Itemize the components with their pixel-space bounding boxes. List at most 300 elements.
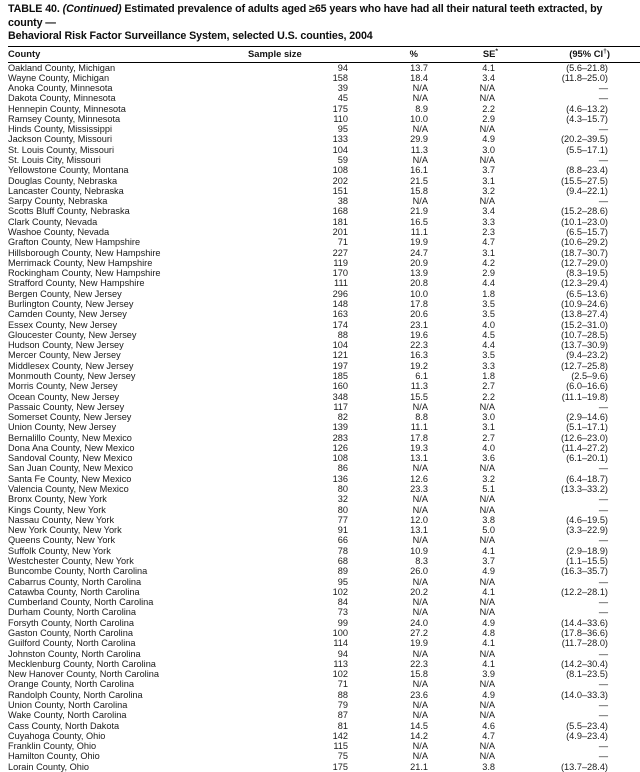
table-row <box>8 320 640 330</box>
county-cell: Somerset County, New Jersey <box>8 412 132 423</box>
table-row <box>8 134 640 144</box>
sample-size-cell: 91 <box>337 525 348 536</box>
table-title-line1: Estimated prevalence of adults aged ≥65 years who have had all their natural teeth extracted, by county — <box>8 3 603 29</box>
sample-size-cell: 94 <box>337 62 348 73</box>
percent-cell: 19.9 <box>410 638 428 649</box>
sample-size-cell: 84 <box>337 597 348 608</box>
county-cell: Douglas County, Nebraska <box>8 175 118 186</box>
percent-cell: 27.2 <box>410 627 428 638</box>
county-cell: Lancaster County, Nebraska <box>8 185 124 196</box>
ci-cell: — <box>598 699 608 710</box>
percent-cell: N/A <box>412 83 428 94</box>
table-row <box>8 62 640 73</box>
table-row <box>8 515 640 525</box>
table-row <box>8 566 640 576</box>
county-cell: Forsyth County, North Carolina <box>8 617 134 628</box>
sample-size-cell: 71 <box>337 237 348 248</box>
table-row <box>8 402 640 412</box>
county-cell: Hennepin County, Minnesota <box>8 103 126 114</box>
ci-cell: (10.6–29.2) <box>561 237 608 248</box>
se-cell: 3.3 <box>482 216 495 227</box>
se-cell: 3.2 <box>482 473 495 484</box>
se-cell: 4.4 <box>482 278 495 289</box>
se-cell: 2.9 <box>482 113 495 124</box>
sample-size-cell: 75 <box>337 751 348 762</box>
county-cell: Burlington County, New Jersey <box>8 298 134 309</box>
county-cell: Cuyahoga County, Ohio <box>8 730 106 741</box>
sample-size-cell: 115 <box>333 741 348 752</box>
percent-cell: 6.1 <box>415 370 428 381</box>
header-row <box>8 46 640 62</box>
sample-size-cell: 197 <box>332 360 348 371</box>
se-cell: 3.1 <box>482 247 495 258</box>
table-row <box>8 535 640 545</box>
county-cell: Strafford County, New Hampshire <box>8 278 145 289</box>
se-cell: N/A <box>479 93 495 104</box>
ci-cell: (13.7–28.4) <box>561 761 608 772</box>
se-cell: N/A <box>479 699 495 710</box>
county-cell: Johnston County, North Carolina <box>8 648 141 659</box>
county-cell: Santa Fe County, New Mexico <box>8 473 132 484</box>
ci-cell: (12.7–25.8) <box>561 360 608 371</box>
sample-size-cell: 174 <box>332 319 348 330</box>
table-row <box>8 700 640 710</box>
table-row <box>8 186 640 196</box>
ci-cell: (11.7–28.0) <box>561 638 608 649</box>
sample-size-cell: 73 <box>337 607 348 618</box>
se-cell: 4.9 <box>482 134 495 145</box>
percent-cell: 26.0 <box>410 566 428 577</box>
table-header <box>8 46 640 62</box>
se-cell: N/A <box>479 648 495 659</box>
sample-size-cell: 66 <box>337 535 348 546</box>
percent-cell: 23.1 <box>410 319 428 330</box>
se-cell: N/A <box>479 401 495 412</box>
percent-cell: N/A <box>412 93 428 104</box>
table-body <box>8 62 640 772</box>
se-cell: 4.7 <box>482 730 495 741</box>
ci-cell: (6.5–13.6) <box>566 288 608 299</box>
county-cell: New Hanover County, North Carolina <box>8 669 159 680</box>
percent-cell: N/A <box>412 463 428 474</box>
percent-cell: 11.3 <box>410 144 428 155</box>
table-row <box>8 93 640 103</box>
sample-size-cell: 108 <box>332 165 348 176</box>
percent-cell: 21.9 <box>410 206 428 217</box>
percent-cell: 14.5 <box>410 720 428 731</box>
county-cell: Cabarrus County, North Carolina <box>8 576 142 587</box>
sample-size-cell: 283 <box>332 432 348 443</box>
se-cell: 3.6 <box>482 453 495 464</box>
ci-cell: — <box>598 83 608 94</box>
percent-cell: 13.1 <box>410 453 428 464</box>
table-row <box>8 443 640 453</box>
se-cell: 3.5 <box>482 298 495 309</box>
sample-size-cell: 158 <box>332 72 348 83</box>
sample-size-cell: 104 <box>332 340 348 351</box>
ci-cell: (10.1–23.0) <box>561 216 608 227</box>
percent-cell: 20.9 <box>410 257 428 268</box>
ci-cell: (5.5–23.4) <box>566 720 608 731</box>
percent-cell: 8.8 <box>415 412 428 423</box>
ci-cell: (12.2–28.1) <box>561 586 608 597</box>
county-cell: Jackson County, Missouri <box>8 134 112 145</box>
ci-cell: (16.3–35.7) <box>561 566 608 577</box>
se-cell: 3.1 <box>482 422 495 433</box>
county-cell: Franklin County, Ohio <box>8 741 97 752</box>
se-cell: 3.7 <box>482 556 495 566</box>
table-row <box>8 669 640 679</box>
sample-size-cell: 94 <box>337 648 348 659</box>
county-cell: Ramsey County, Minnesota <box>8 113 121 124</box>
table-row <box>8 165 640 175</box>
se-cell: 4.1 <box>482 62 495 73</box>
ci-cell: (11.1–19.8) <box>561 391 608 402</box>
sample-size-cell: 121 <box>332 350 348 361</box>
county-cell: Camden County, New Jersey <box>8 309 127 320</box>
se-cell: 2.7 <box>482 381 495 392</box>
se-cell: N/A <box>479 463 495 474</box>
se-cell: 3.9 <box>482 669 495 680</box>
percent-cell: 12.6 <box>410 473 428 484</box>
sample-size-cell: 39 <box>337 83 348 94</box>
table-row <box>8 710 640 720</box>
sample-size-cell: 71 <box>337 679 348 690</box>
sample-size-cell: 117 <box>333 401 348 412</box>
ci-cell: (2.9–14.6) <box>566 412 608 423</box>
county-cell: Scotts Bluff County, Nebraska <box>8 206 130 217</box>
se-cell: N/A <box>479 504 495 515</box>
ci-cell: — <box>598 648 608 659</box>
county-cell: Grafton County, New Hampshire <box>8 237 141 248</box>
ci-cell: (5.1–17.1) <box>566 422 608 433</box>
ci-cell: — <box>598 494 608 505</box>
sample-size-cell: 201 <box>332 227 348 237</box>
table-row <box>8 392 640 402</box>
ci-cell: — <box>598 504 608 515</box>
percent-cell: N/A <box>412 648 428 659</box>
sample-size-cell: 111 <box>334 278 348 289</box>
county-cell: Suffolk County, New York <box>8 545 111 556</box>
sample-size-cell: 68 <box>337 556 348 566</box>
se-cell: 4.4 <box>482 340 495 351</box>
se-cell: 5.0 <box>482 525 495 536</box>
sample-size-cell: 163 <box>332 309 348 320</box>
county-cell: Gaston County, North Carolina <box>8 627 133 638</box>
table-row <box>8 309 640 319</box>
county-cell: Union County, New Jersey <box>8 422 117 433</box>
sample-size-cell: 126 <box>332 442 348 453</box>
table-row <box>8 350 640 360</box>
table-row <box>8 597 640 607</box>
sample-size-cell: 100 <box>332 627 348 638</box>
ci-cell: (13.7–30.9) <box>561 340 608 351</box>
sample-size-cell: 160 <box>332 381 348 392</box>
percent-cell: N/A <box>412 751 428 762</box>
percent-cell: 19.2 <box>410 360 428 371</box>
se-cell: N/A <box>479 124 495 135</box>
se-cell: N/A <box>479 155 495 166</box>
se-cell: 3.8 <box>482 514 495 525</box>
table-row <box>8 762 640 772</box>
county-cell: San Juan County, New Mexico <box>8 463 133 474</box>
county-cell: Catawba County, North Carolina <box>8 586 140 597</box>
county-cell: Hillsborough County, New Hampshire <box>8 247 161 258</box>
table-row <box>8 751 640 761</box>
se-cell: N/A <box>479 576 495 587</box>
county-cell: Nassau County, New York <box>8 514 115 525</box>
se-cell: N/A <box>479 494 495 505</box>
se-cell: 3.7 <box>482 165 495 176</box>
sample-size-cell: 89 <box>337 566 348 577</box>
sample-size-cell: 80 <box>337 484 348 495</box>
col-header-sample-size: Sample size <box>248 46 348 62</box>
table-row <box>8 556 640 566</box>
county-cell: Bernalillo County, New Mexico <box>8 432 132 443</box>
ci-cell: (12.7–29.0) <box>561 257 608 268</box>
ci-cell: — <box>598 679 608 690</box>
percent-cell: 11.1 <box>410 422 428 433</box>
sample-size-cell: 227 <box>332 247 348 258</box>
table-row <box>8 607 640 617</box>
percent-cell: 29.9 <box>410 134 428 145</box>
sample-size-cell: 139 <box>332 422 348 433</box>
sample-size-cell: 151 <box>332 185 348 196</box>
county-cell: Merrimack County, New Hampshire <box>8 257 153 268</box>
ci-cell: (11.4–27.2) <box>561 442 608 453</box>
ci-cell: (5.6–21.8) <box>566 62 608 73</box>
ci-cell: (17.8–36.6) <box>561 627 608 638</box>
sample-size-cell: 88 <box>337 689 348 700</box>
county-cell: Lorain County, Ohio <box>8 761 90 772</box>
ci-cell: — <box>598 607 608 618</box>
table-title <box>8 3 632 44</box>
col-header-ci: (95% CI†) <box>502 46 640 62</box>
sample-size-cell: 102 <box>332 586 348 597</box>
ci-cell: (6.1–20.1) <box>566 453 608 464</box>
ci-cell: — <box>598 710 608 721</box>
ci-cell: — <box>598 196 608 207</box>
table-title-continued: (Continued) <box>62 3 122 15</box>
se-cell: 2.9 <box>482 268 495 279</box>
ci-cell: — <box>598 576 608 587</box>
county-cell: Yellowstone County, Montana <box>8 165 129 176</box>
ci-cell: — <box>598 751 608 762</box>
sample-size-cell: 88 <box>337 329 348 340</box>
se-cell: N/A <box>479 607 495 618</box>
percent-cell: 23.3 <box>410 484 428 495</box>
se-cell: 4.9 <box>482 689 495 700</box>
se-cell: N/A <box>479 741 495 752</box>
se-cell: 4.6 <box>482 720 495 731</box>
county-cell: Ocean County, New Jersey <box>8 391 120 402</box>
se-cell: 2.3 <box>482 227 495 237</box>
county-cell: Oakland County, Michigan <box>8 62 116 73</box>
se-cell: 2.7 <box>482 432 495 443</box>
sample-size-cell: 168 <box>332 206 348 217</box>
table-row <box>8 453 640 463</box>
table-row <box>8 340 640 350</box>
ci-cell: (9.4–23.2) <box>566 350 608 361</box>
county-cell: Sarpy County, Nebraska <box>8 196 108 207</box>
sample-size-cell: 108 <box>332 453 348 464</box>
ci-cell: — <box>598 401 608 412</box>
county-cell: St. Louis City, Missouri <box>8 155 101 166</box>
percent-cell: N/A <box>412 576 428 587</box>
percent-cell: N/A <box>412 124 428 135</box>
ci-cell: (14.0–33.3) <box>561 689 608 700</box>
percent-cell: 11.3 <box>410 381 428 392</box>
table-row <box>8 618 640 628</box>
footnote-marker: * <box>495 47 498 55</box>
sample-size-cell: 133 <box>332 134 348 145</box>
county-cell: Cass County, North Dakota <box>8 720 120 731</box>
ci-cell: (14.2–30.4) <box>561 658 608 669</box>
se-cell: 4.0 <box>482 442 495 453</box>
se-cell: N/A <box>479 710 495 721</box>
table-row <box>8 628 640 638</box>
county-cell: Anoka County, Minnesota <box>8 83 113 94</box>
county-cell: Passaic County, New Jersey <box>8 401 125 412</box>
se-cell: 3.2 <box>482 185 495 196</box>
prevalence-table <box>8 46 640 772</box>
se-cell: 4.9 <box>482 566 495 577</box>
table-row <box>8 83 640 93</box>
county-cell: Union County, North Carolina <box>8 699 128 710</box>
ci-cell: — <box>598 597 608 608</box>
ci-cell: — <box>598 124 608 135</box>
percent-cell: 11.1 <box>410 227 428 237</box>
county-cell: Essex County, New Jersey <box>8 319 118 330</box>
county-cell: Guilford County, North Carolina <box>8 638 136 649</box>
sample-size-cell: 82 <box>337 412 348 423</box>
se-cell: 4.2 <box>482 257 495 268</box>
table-row <box>8 330 640 340</box>
se-cell: 3.0 <box>482 144 495 155</box>
percent-cell: 17.8 <box>410 298 428 309</box>
county-cell: Middlesex County, New Jersey <box>8 360 134 371</box>
ci-cell: (8.8–23.4) <box>566 165 608 176</box>
sample-size-cell: 86 <box>337 463 348 474</box>
ci-cell: (5.5–17.1) <box>566 144 608 155</box>
table-row <box>8 371 640 381</box>
col-header-se: SE* <box>428 46 502 62</box>
percent-cell: 19.9 <box>410 237 428 248</box>
ci-cell: (3.3–22.9) <box>566 525 608 536</box>
ci-cell: (15.2–31.0) <box>561 319 608 330</box>
se-cell: 5.1 <box>482 484 495 495</box>
percent-cell: 16.5 <box>410 216 428 227</box>
percent-cell: 8.3 <box>415 556 428 566</box>
ci-cell: (15.5–27.5) <box>561 175 608 186</box>
percent-cell: N/A <box>412 597 428 608</box>
ci-cell: (13.8–27.4) <box>561 309 608 320</box>
percent-cell: N/A <box>412 535 428 546</box>
table-row <box>8 463 640 473</box>
table-row <box>8 638 640 648</box>
ci-cell: (10.9–24.6) <box>561 298 608 309</box>
se-cell: 4.8 <box>482 627 495 638</box>
sample-size-cell: 38 <box>337 196 348 207</box>
percent-cell: 14.2 <box>410 730 428 741</box>
table-row <box>8 690 640 700</box>
county-cell: New York County, New York <box>8 525 122 536</box>
se-cell: 3.0 <box>482 412 495 423</box>
county-cell: Buncombe County, North Carolina <box>8 566 148 577</box>
sample-size-cell: 296 <box>332 288 348 299</box>
percent-cell: N/A <box>412 710 428 721</box>
percent-cell: N/A <box>412 699 428 710</box>
sample-size-cell: 45 <box>337 93 348 104</box>
se-cell: 2.2 <box>482 103 495 114</box>
table-row <box>8 381 640 391</box>
county-cell: Gloucester County, New Jersey <box>8 329 137 340</box>
county-cell: Wayne County, Michigan <box>8 72 110 83</box>
table-row <box>8 422 640 432</box>
table-row <box>8 73 640 83</box>
percent-cell: 13.1 <box>410 525 428 536</box>
percent-cell: 21.5 <box>410 175 428 186</box>
county-cell: Monmouth County, New Jersey <box>8 370 136 381</box>
sample-size-cell: 170 <box>332 268 348 279</box>
county-cell: Bronx County, New York <box>8 494 107 505</box>
county-cell: Clark County, Nevada <box>8 216 98 227</box>
sample-size-cell: 202 <box>332 175 348 186</box>
se-cell: N/A <box>479 597 495 608</box>
county-cell: Westchester County, New York <box>8 556 134 566</box>
se-cell: 3.3 <box>482 360 495 371</box>
table-row <box>8 258 640 268</box>
table-row <box>8 299 640 309</box>
table-row <box>8 649 640 659</box>
percent-cell: 10.9 <box>410 545 428 556</box>
table-row <box>8 741 640 751</box>
se-cell: 4.1 <box>482 638 495 649</box>
sample-size-cell: 113 <box>333 658 348 669</box>
table-row <box>8 731 640 741</box>
percent-cell: N/A <box>412 607 428 618</box>
table-row <box>8 412 640 422</box>
sample-size-cell: 175 <box>332 103 348 114</box>
percent-cell: 17.8 <box>410 432 428 443</box>
table-row <box>8 206 640 216</box>
se-cell: 4.1 <box>482 658 495 669</box>
percent-cell: 21.1 <box>410 761 428 772</box>
se-cell: N/A <box>479 196 495 207</box>
sample-size-cell: 114 <box>333 638 348 649</box>
percent-cell: 13.7 <box>410 62 428 73</box>
percent-cell: N/A <box>412 155 428 166</box>
se-cell: 4.1 <box>482 545 495 556</box>
ci-cell: — <box>598 93 608 104</box>
percent-cell: 16.1 <box>410 165 428 176</box>
table-row <box>8 474 640 484</box>
county-cell: Randolph County, North Carolina <box>8 689 143 700</box>
county-cell: Sandoval County, New Mexico <box>8 453 133 464</box>
county-cell: Cumberland County, North Carolina <box>8 597 154 608</box>
sample-size-cell: 81 <box>337 720 348 731</box>
ci-cell: (12.6–23.0) <box>561 432 608 443</box>
percent-cell: N/A <box>412 504 428 515</box>
ci-cell: — <box>598 463 608 474</box>
se-cell: 3.5 <box>482 309 495 320</box>
sample-size-cell: 95 <box>337 124 348 135</box>
footnote-marker: † <box>603 47 607 55</box>
se-cell: 3.4 <box>482 72 495 83</box>
sample-size-cell: 175 <box>332 761 348 772</box>
percent-cell: 20.2 <box>410 586 428 597</box>
percent-cell: 8.9 <box>415 103 428 114</box>
